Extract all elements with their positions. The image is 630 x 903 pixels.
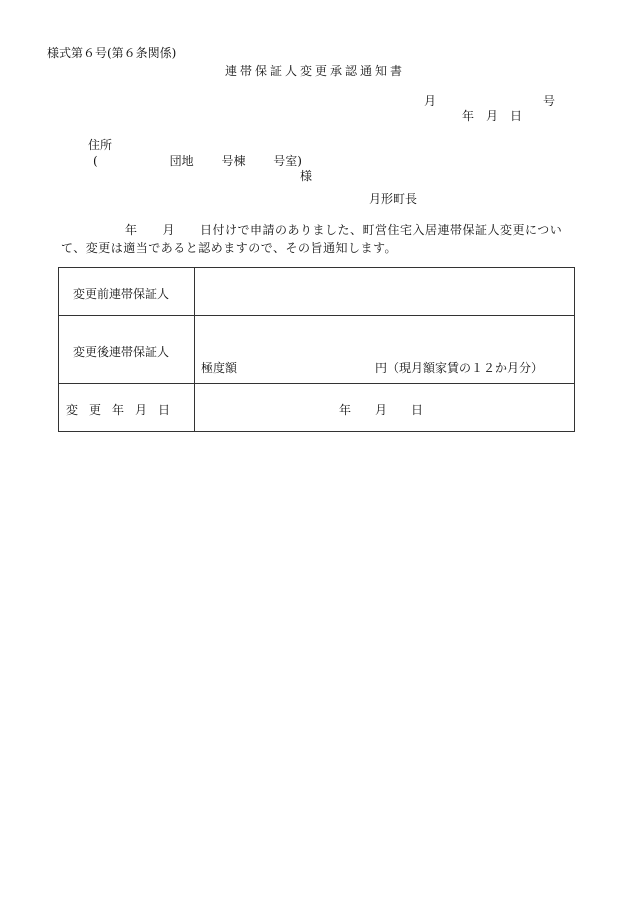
doc-number-month: 月 xyxy=(424,94,437,108)
limit-label: 極度額 xyxy=(201,361,238,375)
after-guarantor-label-cell xyxy=(59,316,195,384)
change-date-value: 年 月 日 xyxy=(339,403,424,417)
address-label: 住所 xyxy=(88,138,113,152)
form-number: 様式第６号(第６条関係) xyxy=(47,46,177,60)
before-guarantor-label: 変更前連帯保証人 xyxy=(73,287,170,301)
doc-number-go: 号 xyxy=(543,94,556,108)
address-detail: ( 団地 号棟 号室) xyxy=(93,154,302,168)
before-guarantor-value-cell xyxy=(195,268,575,316)
guarantor-table xyxy=(58,267,575,432)
change-date-label: 変更年月日 xyxy=(66,403,182,417)
after-guarantor-value-cell xyxy=(195,316,575,384)
issue-date: 年 月 日 xyxy=(462,109,523,123)
before-guarantor-label-cell xyxy=(59,268,195,316)
body-date-part: 年 月 日付けで xyxy=(125,223,251,237)
body-text: 申請のありました、町営住宅入居連帯保証人変更について、変更は適当であると認めますので、その旨通知します。 xyxy=(61,223,563,255)
recipient-honorific: 様 xyxy=(300,169,313,183)
after-guarantor-label: 変更後連帯保証人 xyxy=(73,345,170,359)
table-row-after xyxy=(59,316,575,384)
change-date-label-cell xyxy=(59,384,195,432)
notice-body xyxy=(61,221,581,257)
table-row-change-date xyxy=(59,384,575,432)
issuer-name: 月形町長 xyxy=(369,192,418,206)
change-date-value-cell xyxy=(195,384,575,432)
document-title: 連帯保証人変更承認通知書 xyxy=(224,64,405,78)
table-row-before xyxy=(59,268,575,316)
limit-value: 円（現月額家賃の１２か月分） xyxy=(375,361,544,375)
